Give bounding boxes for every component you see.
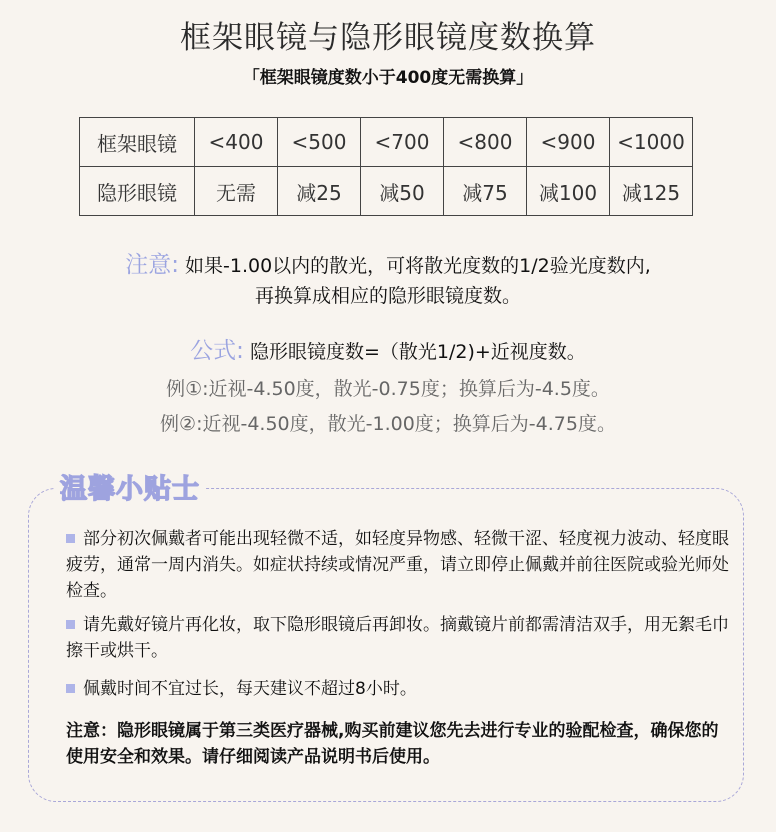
table-row — [80, 167, 693, 216]
table-cell: <700 — [361, 118, 444, 167]
tip-item: 佩戴时间不宜过长，每天建议不超过8小时。 — [66, 676, 734, 702]
table-row — [80, 118, 693, 167]
note-line-1: 如果-1.00以内的散光，可将散光度数的1/2验光度数内, — [185, 255, 651, 277]
table-cell: 减100 — [527, 167, 610, 216]
page-subtitle: 「框架眼镜度数小于400度无需换算」 — [242, 68, 534, 88]
table-cell: <400 — [195, 118, 278, 167]
astigmatism-note — [0, 250, 776, 311]
table-cell: <1000 — [610, 118, 693, 167]
bullet-square-icon — [66, 534, 75, 543]
conversion-table — [79, 117, 693, 216]
formula-label: 公式: — [190, 338, 244, 364]
note-label: 注意: — [125, 252, 179, 278]
table-cell: 减50 — [361, 167, 444, 216]
table-cell: <900 — [527, 118, 610, 167]
example-1: 例①:近视-4.50度，散光-0.75度；换算后为-4.5度。 — [166, 378, 610, 400]
note-line-2: 再换算成相应的隐形眼镜度数。 — [254, 285, 521, 307]
tips-title: 温馨小贴士 — [54, 467, 206, 506]
table-cell: <800 — [444, 118, 527, 167]
table-cell: 减125 — [610, 167, 693, 216]
medical-device-notice: 注意：隐形眼镜属于第三类医疗器械,购买前建议您先去进行专业的验配检查，确保您的使用安全和效果。请仔细阅读产品说明书后使用。 — [66, 721, 719, 767]
tip-item: 部分初次佩戴者可能出现轻微不适，如轻度异物感、轻微干涩、轻度视力波动、轻度眼疲劳，通常一周内消失。如症状持续或情况严重，请立即停止佩戴并前往医院或验光师处检查。 — [66, 529, 729, 601]
tip-item: 请先戴好镜片再化妆，取下隐形眼镜后再卸妆。摘戴镜片前都需清洁双手，用无絮毛巾擦干或烘干。 — [66, 615, 729, 661]
bullet-square-icon — [66, 620, 75, 629]
formula — [0, 332, 776, 365]
bullet-square-icon — [66, 684, 75, 693]
row-header-frame: 框架眼镜 — [80, 118, 195, 167]
formula-text: 隐形眼镜度数=（散光1/2)+近视度数。 — [249, 341, 586, 363]
row-header-contact: 隐形眼镜 — [80, 167, 195, 216]
table-cell: 无需 — [195, 167, 278, 216]
table-cell: 减75 — [444, 167, 527, 216]
page-title: 框架眼镜与隐形眼镜度数换算 — [180, 20, 596, 56]
table-cell: 减25 — [278, 167, 361, 216]
table-cell: <500 — [278, 118, 361, 167]
example-2: 例②:近视-4.50度，散光-1.00度；换算后为-4.75度。 — [160, 413, 616, 435]
